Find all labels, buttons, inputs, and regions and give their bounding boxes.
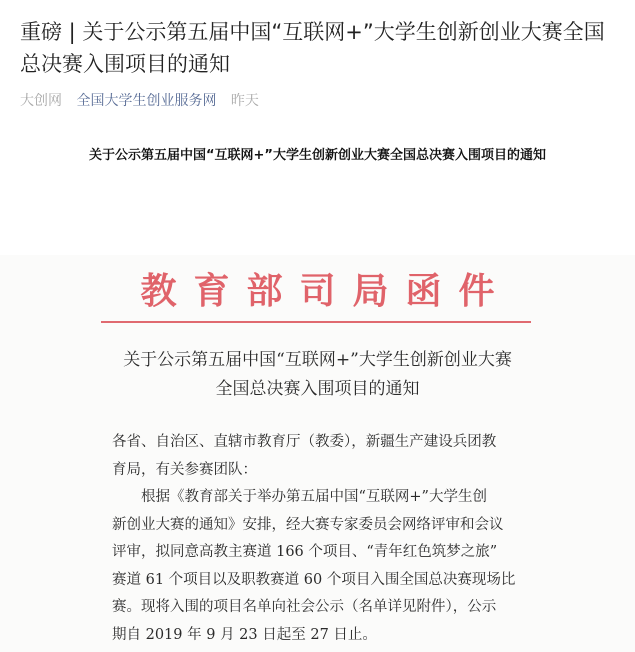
article-meta	[20, 91, 269, 111]
publish-date: 昨天	[230, 93, 259, 109]
body-line: 新创业大赛的通知》安排，经大赛专家委员会网络评审和会议	[112, 516, 504, 533]
document-title-line-2: 全国总决赛入围项目的通知	[215, 379, 420, 399]
article-subtitle: 关于公示第五届中国“互联网+”大学生创新创业大赛全国总决赛入围项目的通知	[89, 148, 546, 163]
document-body	[112, 429, 532, 649]
article-title: 重磅 | 关于公示第五届中国“互联网+”大学生创新创业大赛全国总决赛入围项目的通知	[20, 20, 605, 76]
body-line: 根据《教育部关于举办第五届中国“互联网+”大学生创	[112, 489, 487, 505]
document-title-line-1: 关于公示第五届中国“互联网+”大学生创新创业大赛	[123, 350, 512, 370]
author-name: 大创网	[20, 93, 62, 109]
body-line: 赛。现将入围的项目名单向社会公示（名单详见附件），公示	[112, 599, 497, 615]
body-line: 期自 2019 年 9 月 23 日起至 27 日止。	[112, 626, 377, 643]
body-line: 育局，有关参赛团队：	[112, 461, 257, 478]
body-line: 各省、自治区、直辖市教育厅（教委），新疆生产建设兵团教	[112, 434, 497, 450]
document-image	[0, 255, 635, 652]
letterhead-title: 教育部司局函件	[140, 270, 512, 312]
letterhead-rule	[101, 321, 531, 323]
body-line: 评审，拟同意高教主赛道 166 个项目、“青年红色筑梦之旅”	[112, 544, 498, 560]
account-link[interactable]: 全国大学生创业服务网	[76, 93, 217, 109]
body-line: 赛道 61 个项目以及职教赛道 60 个项目入围全国总决赛现场比	[112, 571, 516, 588]
